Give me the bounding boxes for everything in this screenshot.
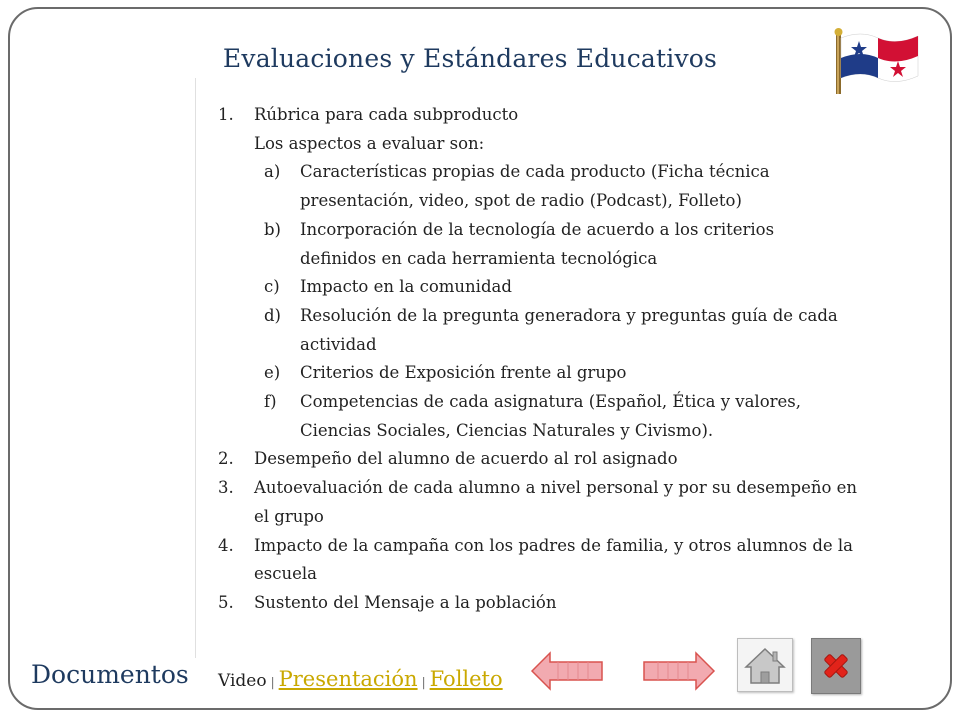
back-button[interactable] [530,650,604,692]
right-arrow-icon [644,653,714,689]
sublist-item [218,216,898,273]
list-item-text: Desempeño del alumno de acuerdo al rol asignado [254,449,678,469]
vertical-divider [195,78,196,658]
video-link[interactable]: Video [218,671,267,691]
sublist-letter: a) [264,162,281,182]
sublist-item [218,359,898,388]
list-item [218,532,898,589]
close-icon [812,639,860,693]
forward-button[interactable] [642,650,716,692]
home-button[interactable] [737,638,793,692]
sublist-letter: d) [264,305,281,325]
home-icon [738,639,792,691]
list-number: 2. [218,449,234,469]
sublist-item [218,273,898,302]
list-item-text: Sustento del Mensaje a la población [254,592,557,612]
sublist-text-line: Resolución de la pregunta generadora y preguntas guía de cada [300,305,838,325]
sublist-item [218,158,898,215]
panama-flag-icon [826,28,926,96]
sublist-letter: c) [264,277,280,297]
list-number: 5. [218,592,234,612]
sublist-letter: e) [264,363,281,383]
list-item-text: escuela [254,564,317,584]
list-item-text: Impacto de la campaña con los padres de familia, y otros alumnos de la [254,535,854,555]
list-number: 1. [218,105,234,124]
sublist-text-line: definidos en cada herramienta tecnológica [300,248,658,268]
sublist-item [218,302,898,359]
sublist-item [218,388,898,445]
sublist-letter: f) [264,392,277,412]
evaluation-list [218,101,898,618]
list-item-continuation: Los aspectos a evaluar son: [254,133,485,153]
presentacion-link[interactable]: Presentación [278,667,418,691]
slide-title: Evaluaciones y Estándares Educativos [222,44,718,73]
sublist-text-line: Impacto en la comunidad [300,277,512,297]
list-item-text: el grupo [254,506,324,526]
list-item [218,445,898,474]
sublist-letter: b) [264,219,281,239]
list-number: 3. [218,478,234,498]
sublist-text-line: Criterios de Exposición frente al grupo [300,363,627,383]
sublist-text-line: Ciencias Sociales, Ciencias Naturales y Civismo). [300,420,714,440]
link-separator: | [421,675,426,689]
list-item [218,589,898,618]
sublist-text-line: actividad [300,334,377,354]
sublist-text-line: presentación, video, spot de radio (Podcast), Folleto) [300,191,742,211]
list-item [218,101,898,158]
list-item-text: Autoevaluación de cada alumno a nivel personal y por su desempeño en [254,478,858,498]
left-arrow-icon [532,653,602,689]
sublist-text-line: Características propias de cada producto (Ficha técnica [300,162,770,182]
list-number: 4. [218,535,234,555]
document-links [218,667,503,691]
close-button[interactable] [811,638,861,694]
documentos-heading: Documentos [31,660,189,689]
folleto-link[interactable]: Folleto [429,667,503,691]
list-item-text: Rúbrica para cada subproducto [254,105,519,124]
list-item [218,474,898,531]
link-separator: | [270,675,275,689]
sublist-text-line: Competencias de cada asignatura (Español, Ética y valores, [300,392,802,412]
sublist-text-line: Incorporación de la tecnología de acuerdo a los criterios [300,219,775,239]
